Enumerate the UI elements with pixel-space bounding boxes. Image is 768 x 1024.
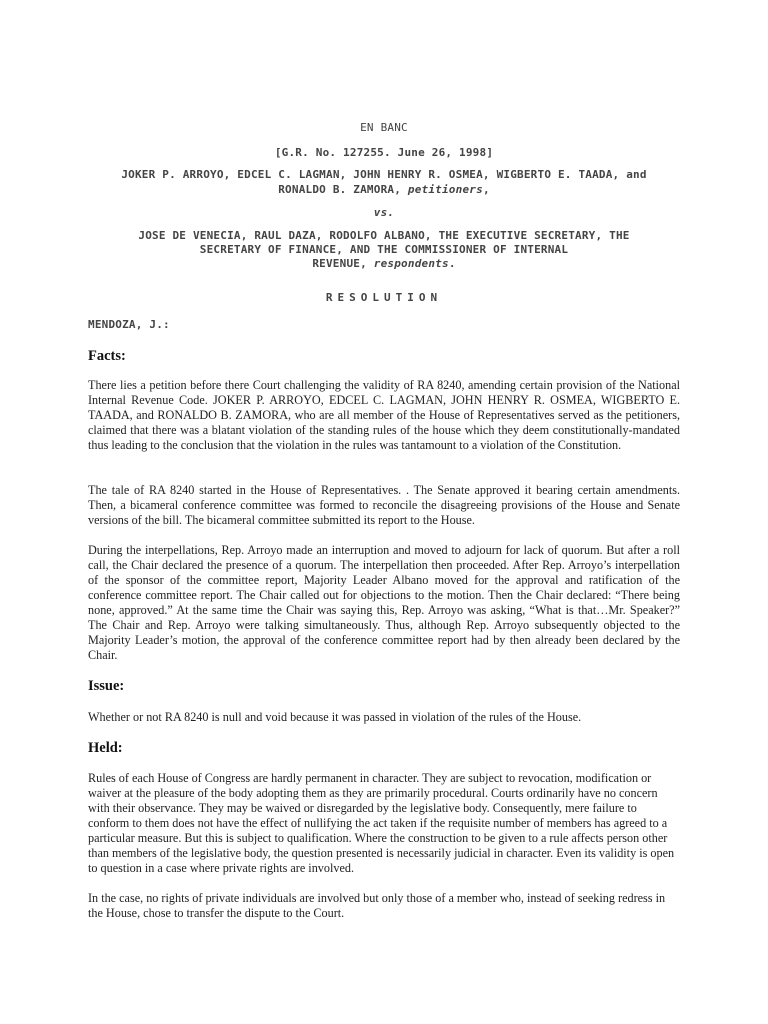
held-paragraph-1: Rules of each House of Congress are hardly permanent in character. They are subject to revocation, modification or waiver at the pleasure of the body adopting them as they are primarily procedural. Courts ordinarily have no concern with their observance. They may be waived or disregarded by the legislative body. Consequently, mere failure to conform to them does not have the effect of nullifying the act taken if the requisite number of members has agreed to a particular measure. But this is subject to qualification. Where the construction to be given to a rule affects person other than members of the legislative body, the question presented is necessarily judicial in character. Even its validity is open to question in a case where private rights are involved. (88, 771, 675, 875)
petitioners-names-end: RONALDO B. ZAMORA, (278, 183, 402, 196)
petitioners-line-2: RONALDO B. ZAMORA, petitioners, (278, 183, 490, 196)
ponente: MENDOZA, J.: (88, 318, 170, 331)
respondents-line-3: REVENUE, respondents. (312, 257, 456, 270)
gr-number: [G.R. No. 127255. June 26, 1998] (274, 146, 494, 159)
facts-paragraph-3: During the interpellations, Rep. Arroyo made an interruption and moved to adjourn for lack of quorum. But after a roll call, the Chair declared the presence of a quorum. The interpellation then proceeded. After Rep. Arroyo’s interpellation of the sponsor of the committee report, Majority Leader Albano moved for the approval and ratification of the conference committee report. The Chair called out for objections to the motion. Then the Chair declared: “There being none, approved.” At the same time the Chair was saying this, Rep. Arroyo was asking, “What is that…Mr. Speaker?” The Chair and Rep. Arroyo were talking simultaneously. Thus, although Rep. Arroyo subsequently objected to the Majority Leader’s motion, the approval of the conference committee report had by then already been declared by the Chair. (88, 543, 680, 662)
issue-paragraph: Whether or not RA 8240 is null and void because it was passed in violation of the rules of the House. (88, 710, 582, 724)
respondents (88, 229, 680, 271)
held-heading: Held: (88, 740, 123, 756)
resolution-title: RESOLUTION (325, 291, 443, 304)
respondents-names-end: REVENUE, (312, 257, 367, 270)
issue-heading: Issue: (88, 678, 125, 694)
facts-paragraph-1: There lies a petition before there Court challenging the validity of RA 8240, amending certain provision of the National Internal Revenue Code. JOKER P. ARROYO, EDCEL C. LAGMAN, JOHN HENRY R. OSMEA, WIGBERTO E. TAADA, and RONALDO B. ZAMORA, who are all member of the House of Representatives served as the petitioners, claimed that there was a blatant violation of the standing rules of the house which they deem constitutionally-mandated thus leading to the conclusion that the violation in the rules was tantamount to a violation of the Constitution. (88, 378, 680, 452)
respondents-line-2: SECRETARY OF FINANCE, AND THE COMMISSIONER OF INTERNAL (199, 243, 569, 256)
versus (88, 206, 680, 219)
versus-text: vs. (373, 206, 395, 219)
held-paragraph-2: In the case, no rights of private individuals are involved but only those of a member who, instead of seeking redress in the House, chose to transfer the dispute to the Court. (88, 891, 666, 920)
court-division: EN BANC (360, 121, 408, 134)
petitioners-line-1: JOKER P. ARROYO, EDCEL C. LAGMAN, JOHN HENRY R. OSMEA, WIGBERTO E. TAADA, and (121, 168, 647, 181)
petitioners-role: petitioners (407, 183, 483, 196)
facts-paragraph-2: The tale of RA 8240 started in the House of Representatives. . The Senate approved it bearing certain amendments. Then, a bicameral conference committee was formed to reconcile the disagreeing provisions of the House and Senate versions of the bill. The bicameral committee submitted its report to the House. (88, 483, 680, 527)
respondents-role: respondents (373, 257, 449, 270)
facts-heading: Facts: (88, 348, 126, 364)
petitioners (88, 167, 680, 197)
respondents-line-1: JOSE DE VENECIA, RAUL DAZA, RODOLFO ALBANO, THE EXECUTIVE SECRETARY, THE (138, 229, 630, 242)
